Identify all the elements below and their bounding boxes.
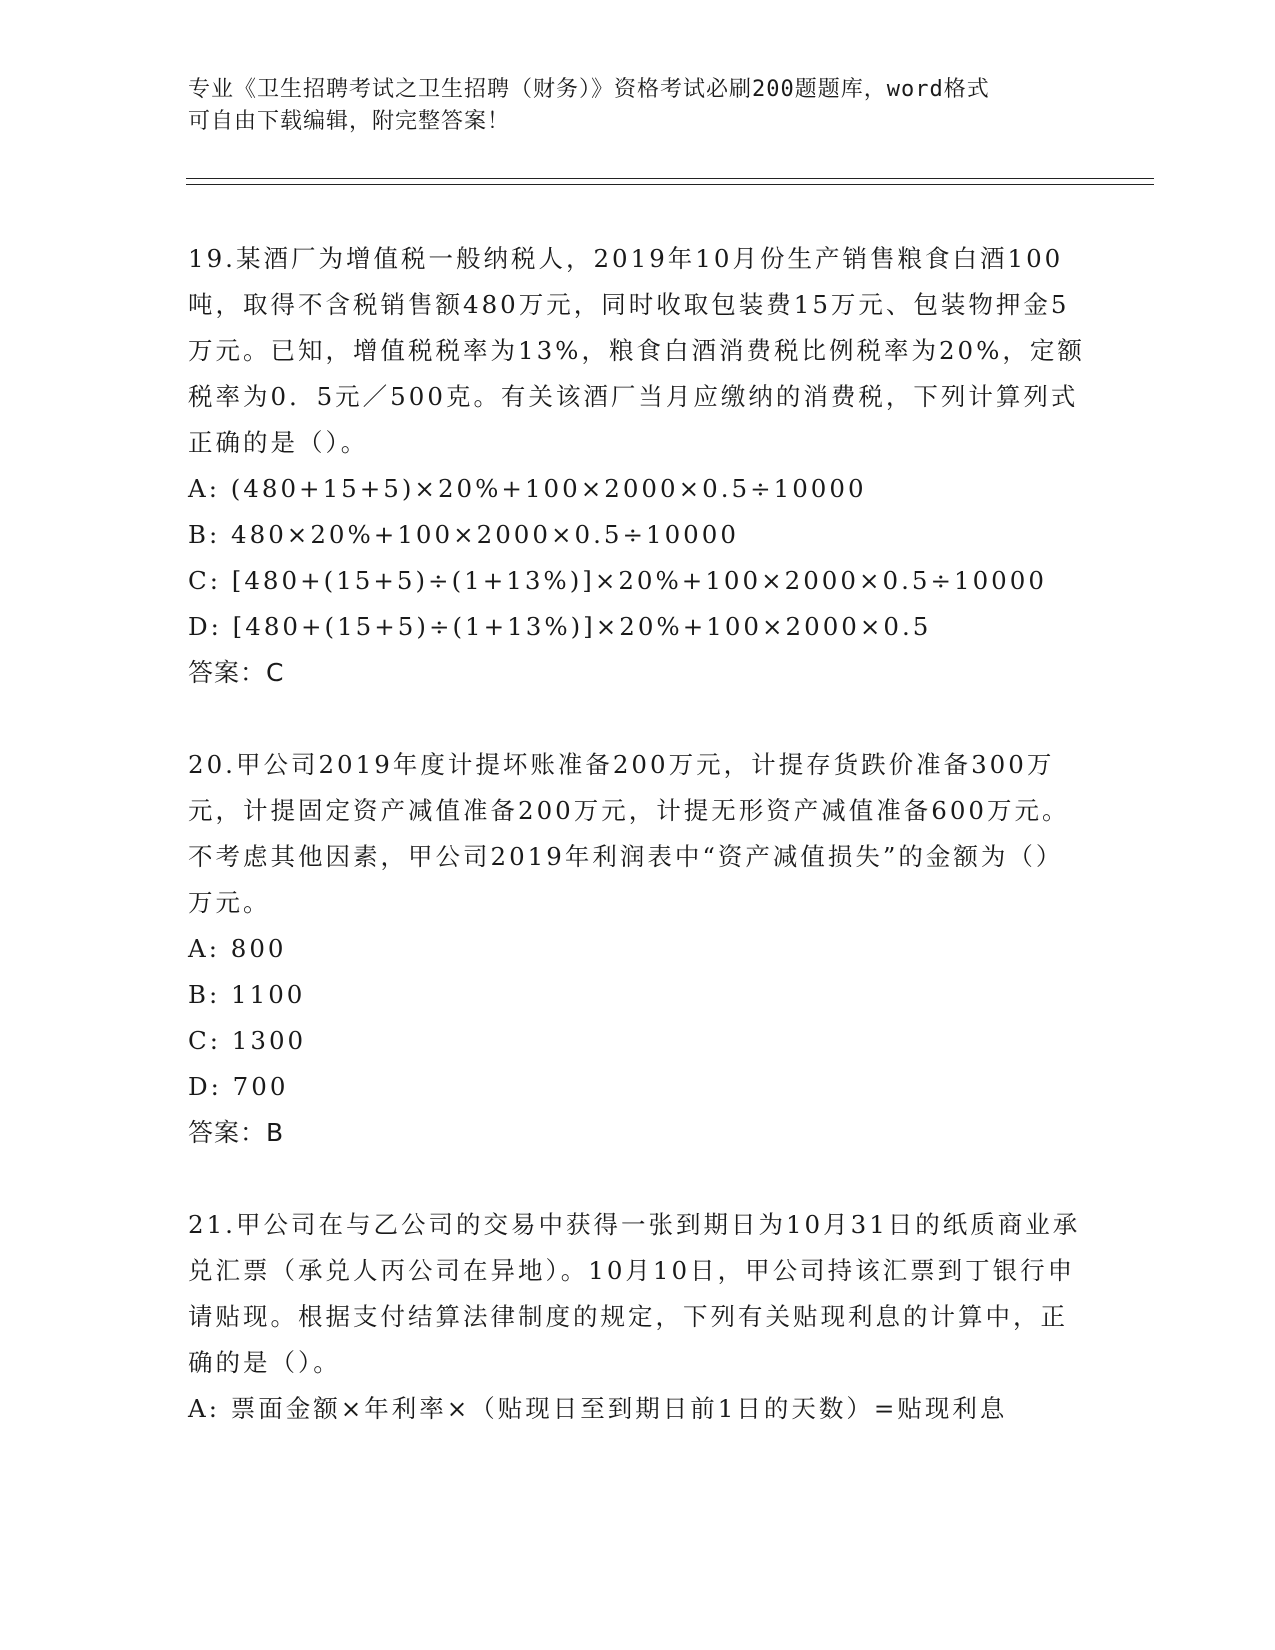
option-d: D: [480+(15+5)÷(1+13%)]×20%+100×2000×0.5: [188, 612, 932, 641]
option-c: C: [480+(15+5)÷(1+13%)]×20%+100×2000×0.5÷10000: [188, 566, 1047, 595]
option-d: D: 700: [188, 1072, 289, 1101]
option-b: B: 480×20%+100×2000×0.5÷10000: [188, 520, 739, 549]
question-stem: 19.某酒厂为增值税一般纳税人，2019年10月份生产销售粮食白酒100吨，取得不含税销售额480万元，同时收取包装费15万元、包装物押金5万元。已知，增值税税率为13%，粮食白酒消费税比例税率为20%，定额税率为0．5元／500克。有关该酒厂当月应缴纳的消费税，下列计算列式正确的是（）。: [188, 244, 1085, 457]
option-a: A: 票面金额×年利率×（贴现日至到期日前1日的天数）=贴现利息: [188, 1394, 1008, 1423]
question-21: [188, 1202, 1088, 1432]
header-line-2: 可自由下载编辑，附完整答案！: [188, 109, 511, 134]
question-20: [188, 742, 1088, 1156]
option-b: B: 1100: [188, 980, 306, 1009]
option-c: C: 1300: [188, 1026, 307, 1055]
question-19: [188, 236, 1088, 696]
document-header: [188, 74, 1088, 138]
answer-line: 答案：B: [188, 1118, 285, 1147]
question-stem: 21.甲公司在与乙公司的交易中获得一张到期日为10月31日的纸质商业承兑汇票（承兑人丙公司在异地）。10月10日，甲公司持该汇票到丁银行申请贴现。根据支付结算法律制度的规定，下列有关贴现利息的计算中，正确的是（）。: [188, 1210, 1081, 1377]
option-a: A: (480+15+5)×20%+100×2000×0.5÷10000: [188, 474, 867, 503]
header-divider: [186, 178, 1154, 185]
question-list: [188, 236, 1088, 1432]
question-stem: 20.甲公司2019年度计提坏账准备200万元，计提存货跌价准备300万元，计提固定资产减值准备200万元，计提无形资产减值准备600万元。不考虑其他因素，甲公司2019年利润表中“资产减值损失”的金额为（）万元。: [188, 750, 1070, 917]
answer-line: 答案：C: [188, 658, 285, 687]
option-a: A: 800: [188, 934, 287, 963]
header-line-1: 专业《卫生招聘考试之卫生招聘（财务）》资格考试必刷200题题库，word格式: [188, 77, 990, 102]
